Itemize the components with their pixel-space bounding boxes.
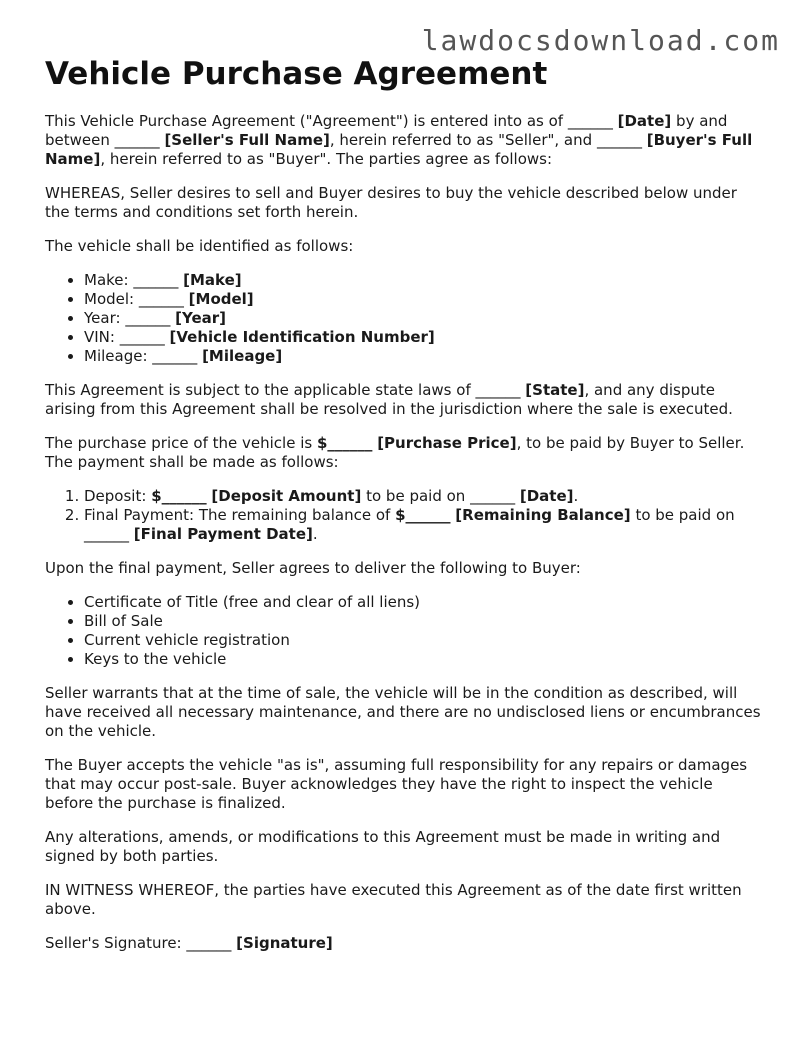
site-watermark: lawdocsdownload.com: [421, 24, 780, 57]
remaining-balance-placeholder: [Remaining Balance]: [455, 506, 631, 524]
seller-name-placeholder: [Seller's Full Name]: [164, 131, 330, 149]
list-item: 2. Final Payment: The remaining balance of $______ [Remaining Balance] to be paid on ______ [Final Payment Date].: [84, 506, 765, 544]
list-item: • Certificate of Title (free and clear of all liens): [84, 593, 765, 612]
document-page: [45, 56, 765, 968]
list-item: • Model: ______ [Model]: [84, 290, 765, 309]
governing-law-paragraph: This Agreement is subject to the applicable state laws of ______ [State], and any dispute arising from this Agreement shall be resolved in the jurisdiction where the sale is executed.: [45, 381, 733, 418]
list-item: • Year: ______ [Year]: [84, 309, 765, 328]
blank-line: ______: [567, 112, 613, 130]
payment-schedule-list: [45, 487, 765, 544]
make-placeholder: [Make]: [183, 271, 242, 289]
alterations-paragraph: Any alterations, amends, or modifications to this Agreement must be made in writing and signed by both parties.: [45, 828, 721, 865]
deliverables-list: [45, 593, 765, 669]
purchase-price-placeholder: [Purchase Price]: [377, 434, 517, 452]
seller-signature-line: Seller's Signature: ______ [Signature]: [45, 934, 333, 952]
blank-line: ______: [114, 131, 160, 149]
list-item: 1. Deposit: $______ [Deposit Amount] to be paid on ______ [Date].: [84, 487, 765, 506]
list-item: • Current vehicle registration: [84, 631, 765, 650]
warranty-paragraph: Seller warrants that at the time of sale, the vehicle will be in the condition as described, will have received all necessary maintenance, and there are no undisclosed liens or encumbrances on the vehicle.: [45, 684, 761, 740]
deposit-date-placeholder: [Date]: [519, 487, 574, 505]
witness-paragraph: IN WITNESS WHEREOF, the parties have executed this Agreement as of the date first written above.: [45, 881, 742, 918]
blank-line: ______: [596, 131, 642, 149]
deposit-amount-placeholder: [Deposit Amount]: [211, 487, 362, 505]
list-item: • Make: ______ [Make]: [84, 271, 765, 290]
document-title: Vehicle Purchase Agreement: [45, 56, 548, 92]
model-placeholder: [Model]: [188, 290, 254, 308]
mileage-placeholder: [Mileage]: [202, 347, 283, 365]
as-is-paragraph: The Buyer accepts the vehicle "as is", assuming full responsibility for any repairs or damages that may occur post-sale. Buyer acknowledges they have the right to inspect the vehicle before the purchase is finalized.: [45, 756, 748, 812]
vehicle-details-list: [45, 271, 765, 366]
list-item: • Keys to the vehicle: [84, 650, 765, 669]
intro-paragraph: This Vehicle Purchase Agreement ("Agreement") is entered into as of ______ [Date] by and between ______ [Seller's Full Name], herein referred to as "Seller", and ______ [Buyer's Full Name], herein referred to as "Buyer". The parties agree as follows:: [45, 112, 753, 168]
list-item: • Bill of Sale: [84, 612, 765, 631]
delivery-intro: Upon the final payment, Seller agrees to deliver the following to Buyer:: [45, 559, 581, 577]
whereas-paragraph: WHEREAS, Seller desires to sell and Buyer desires to buy the vehicle described below under the terms and conditions set forth herein.: [45, 184, 737, 221]
list-item: • VIN: ______ [Vehicle Identification Number]: [84, 328, 765, 347]
vin-placeholder: [Vehicle Identification Number]: [169, 328, 435, 346]
buyer-name-placeholder: [Buyer's Full Name]: [45, 131, 753, 168]
purchase-price-paragraph: The purchase price of the vehicle is $______ [Purchase Price], to be paid by Buyer to Seller. The payment shall be made as follows:: [45, 434, 745, 471]
final-payment-date-placeholder: [Final Payment Date]: [133, 525, 313, 543]
state-placeholder: [State]: [525, 381, 585, 399]
year-placeholder: [Year]: [175, 309, 227, 327]
vehicle-intro: The vehicle shall be identified as follows:: [45, 237, 354, 255]
date-placeholder: [Date]: [617, 112, 672, 130]
list-item: • Mileage: ______ [Mileage]: [84, 347, 765, 366]
signature-placeholder: [Signature]: [236, 934, 333, 952]
